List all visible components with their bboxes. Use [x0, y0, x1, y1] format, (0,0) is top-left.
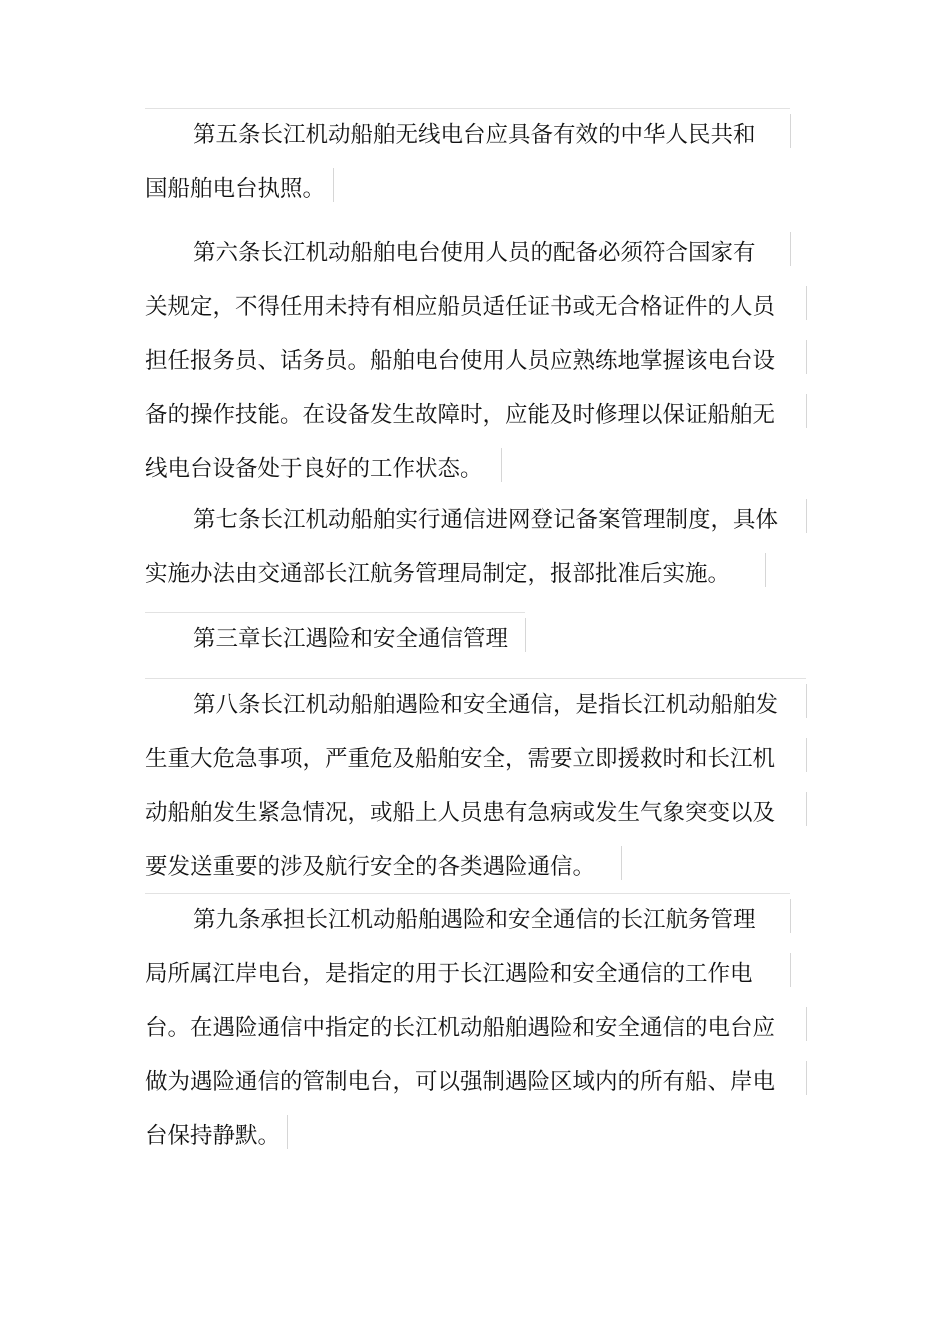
guide-rule: [806, 738, 807, 772]
guide-rule: [806, 394, 807, 428]
text-line: [145, 162, 756, 216]
guide-rule: [287, 1115, 288, 1149]
text-line: [145, 1055, 775, 1109]
guide-rule: [806, 286, 807, 320]
guide-rule: [806, 1061, 807, 1095]
text-line: [145, 547, 778, 601]
text-line: [145, 1001, 775, 1055]
text-line: [145, 840, 778, 894]
guide-rule: [806, 792, 807, 826]
line-text: 担任报务员、话务员。船舶电台使用人员应熟练地掌握该电台设: [145, 348, 776, 374]
line-text: 台。在遇险通信中指定的长江机动船舶遇险和安全通信的电台应: [145, 1015, 776, 1041]
line-text: 关规定，不得任用未持有相应船员适任证书或无合格证件的人员: [145, 294, 776, 320]
line-text: 局所属江岸电台，是指定的用于长江遇险和安全通信的工作电: [145, 961, 753, 987]
text-line: [145, 678, 778, 732]
line-text: 实施办法由交通部长江航务管理局制定，报部批准后实施。: [145, 561, 731, 587]
guide-rule: [806, 684, 807, 718]
guide-rule: [501, 448, 502, 482]
text-line: [145, 226, 775, 280]
chapter-heading: [145, 612, 508, 666]
text-line: [145, 786, 778, 840]
text-line: [145, 893, 775, 947]
line-text: 做为遇险通信的管制电台，可以强制遇险区域内的所有船、岸电: [145, 1069, 776, 1095]
paragraph-article-8: [145, 678, 778, 894]
text-line: [145, 388, 775, 442]
text-line: [145, 334, 775, 388]
guide-rule: [790, 899, 791, 933]
guide-rule: [806, 499, 807, 533]
paragraph-article-9: [145, 893, 775, 1163]
line-text: 第三章长江遇险和安全通信管理: [193, 626, 509, 652]
line-text: 备的操作技能。在设备发生故障时，应能及时修理以保证船舶无: [145, 402, 776, 428]
text-line: [145, 442, 775, 496]
guide-rule: [765, 553, 766, 587]
line-text: 第五条长江机动船舶无线电台应具备有效的中华人民共和: [193, 122, 756, 148]
text-line: [145, 108, 756, 162]
text-line: [145, 280, 775, 334]
guide-rule: [806, 1007, 807, 1041]
guide-rule: [790, 232, 791, 266]
paragraph-article-7: [145, 493, 778, 601]
guide-rule: [790, 953, 791, 987]
line-text: 线电台设备处于良好的工作状态。: [145, 456, 483, 482]
line-text: 第七条长江机动船舶实行通信进网登记备案管理制度，具体: [193, 507, 779, 533]
guide-rule: [621, 846, 622, 880]
line-text: 第九条承担长江机动船舶遇险和安全通信的长江航务管理: [193, 907, 756, 933]
line-text: 生重大危急事项，严重危及船舶安全，需要立即援救时和长江机: [145, 746, 776, 772]
line-text: 国船舶电台执照。: [145, 176, 326, 202]
line-text: 要发送重要的涉及航行安全的各类遇险通信。: [145, 854, 596, 880]
text-line: [145, 1109, 775, 1163]
paragraph-article-6: [145, 226, 775, 496]
paragraph-article-5: [145, 108, 756, 216]
text-line: [145, 612, 508, 666]
line-text: 第六条长江机动船舶电台使用人员的配备必须符合国家有: [193, 240, 756, 266]
line-text: 第八条长江机动船舶遇险和安全通信，是指长江机动船舶发: [193, 692, 779, 718]
line-text: 动船舶发生紧急情况，或船上人员患有急病或发生气象突变以及: [145, 800, 776, 826]
guide-rule: [525, 618, 526, 652]
guide-rule: [806, 340, 807, 374]
guide-rule: [333, 168, 334, 202]
text-line: [145, 493, 778, 547]
line-text: 台保持静默。: [145, 1123, 281, 1149]
text-line: [145, 947, 775, 1001]
guide-rule: [790, 114, 791, 148]
text-line: [145, 732, 778, 786]
